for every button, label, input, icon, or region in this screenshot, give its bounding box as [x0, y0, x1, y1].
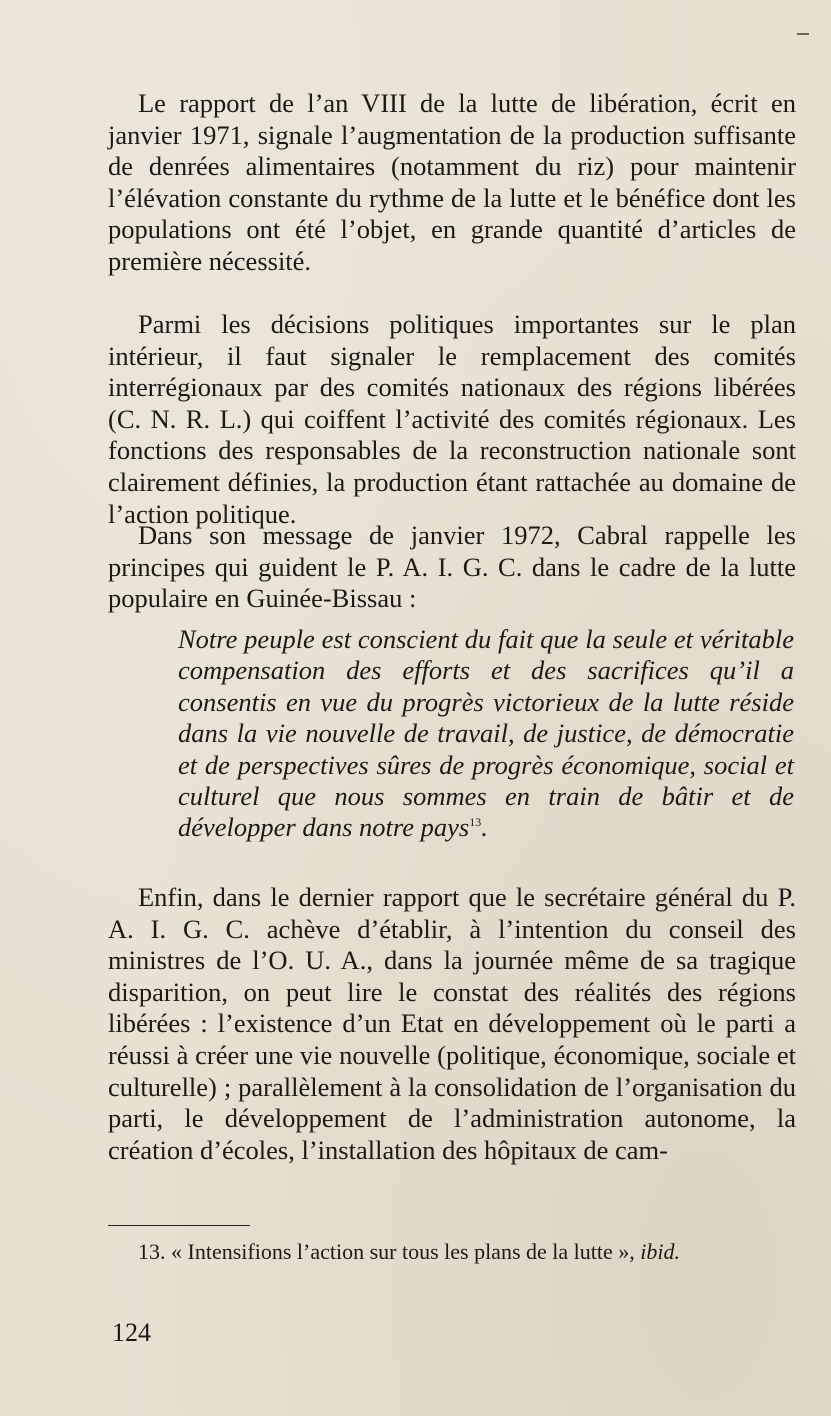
- paragraph-2-text: Parmi les décisions politiques importantes sur le plan intérieur, il faut signaler le remplacement des comités interrégionaux par des comités nationaux des régions libérées (C. N. R. L.) qui coiffent l’activité des comités régionaux. Les fonctions des responsables de la reconstruction nationale sont clairement définies, la production étant rattachée au domaine de l’action politique.: [108, 309, 796, 529]
- footnote-text: « Intensifions l’action sur tous les plans de la lutte »,: [171, 1239, 635, 1264]
- paragraph-4-text: Enfin, dans le dernier rapport que le secrétaire général du P. A. I. G. C. achève d’établir, à l’intention du conseil des ministres de l’O. U. A., dans la journée même de sa tragique disparition, on peut lire le constat des réalités des régions libérées : l’existence d’un Etat en développement où le parti a réussi à créer une vie nouvelle (politique, économique, sociale et culturelle) ; parallèlement à la consolidation de l’organisation du parti, le développement de l’administration autonome, la création d’écoles, l’installation des hôpitaux de cam-: [108, 882, 796, 1165]
- paragraph-1: [108, 88, 796, 278]
- footnote: [108, 1237, 796, 1266]
- paragraph-1-text: Le rapport de l’an VIII de la lutte de libération, écrit en janvier 1971, signale l’augmentation de la production suffisante de denrées alimentaires (notamment du riz) pour maintenir l’élévation constante du rythme de la lutte et le bénéfice dont les populations ont été l’objet, en grande quantité d’articles de première nécessité.: [108, 88, 796, 276]
- footnote-reference: 13: [469, 815, 482, 830]
- paragraph-4: [108, 882, 796, 1166]
- quote-end: .: [481, 812, 488, 843]
- scan-mark: [797, 33, 809, 35]
- footnote-number: 13.: [138, 1239, 166, 1264]
- paragraph-2: [108, 309, 796, 530]
- page-number: 124: [112, 1318, 151, 1347]
- block-quote: [178, 624, 794, 844]
- footnote-source: ibid.: [640, 1239, 680, 1264]
- paragraph-3: [108, 520, 796, 615]
- footnote-divider: [108, 1225, 250, 1226]
- quote-text: Notre peuple est conscient du fait que la seule et véritable compensation des efforts et des sacrifices qu’il a consentis en vue du progrès victorieux de la lutte réside dans la vie nouvelle de travail, de justice, de démocratie et de perspectives sûres de progrès économique, social et culturel que nous sommes en train de bâtir et de développer dans notre pays: [178, 624, 794, 843]
- paragraph-3-text: Dans son message de janvier 1972, Cabral rappelle les principes qui guident le P. A. I. G. C. dans le cadre de la lutte populaire en Guinée-Bissau :: [108, 520, 796, 614]
